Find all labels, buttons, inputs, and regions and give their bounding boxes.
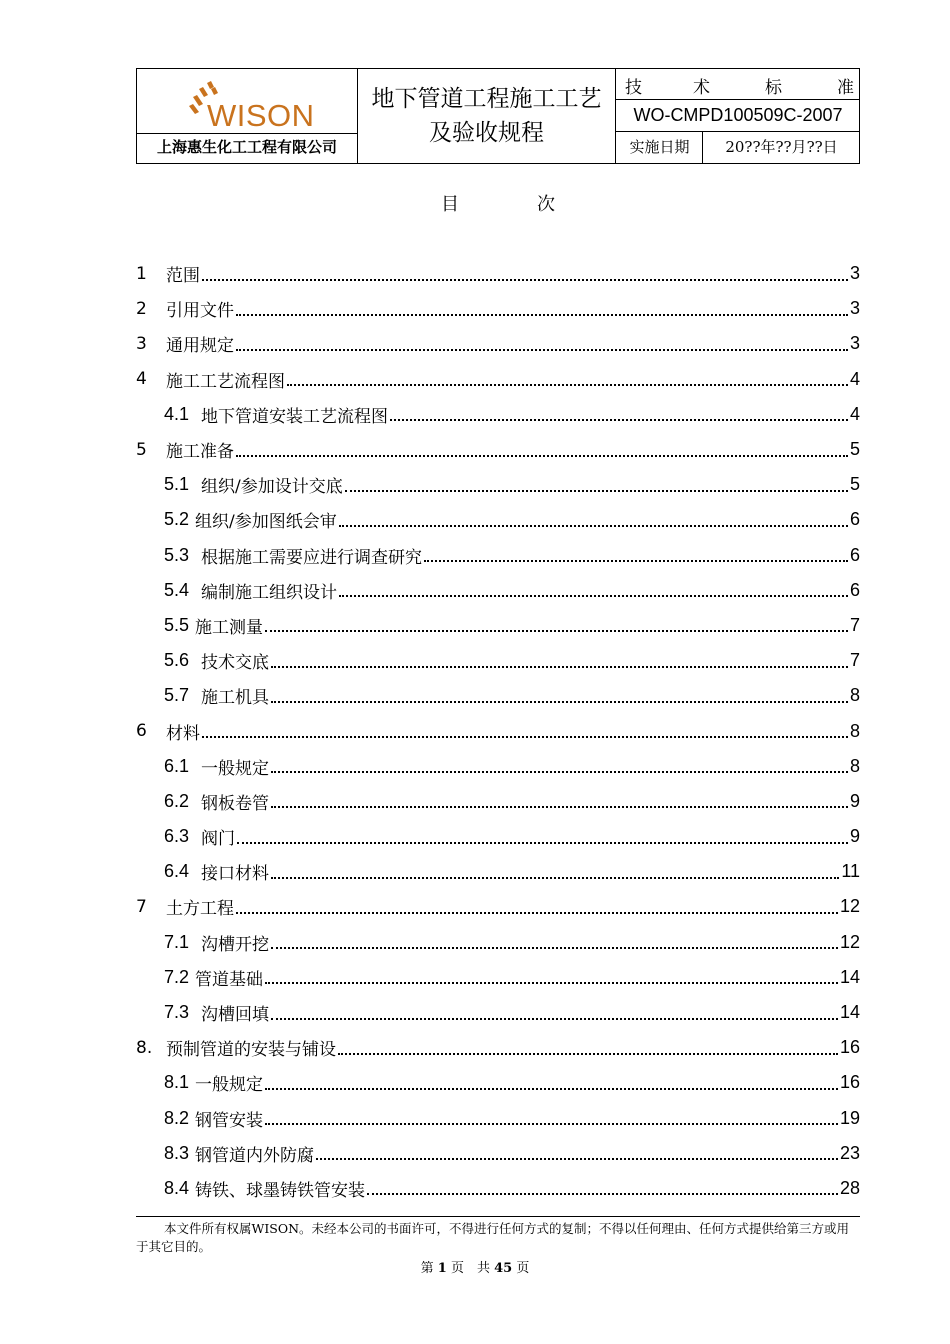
toc-entry-page: 3 [849, 298, 860, 319]
document-title: 地下管道工程施工工艺及验收规程 [371, 86, 602, 146]
table-of-contents [136, 256, 860, 1206]
toc-entry[interactable] [136, 1101, 860, 1136]
toc-entry-number: 8.4 [164, 1177, 190, 1198]
toc-entry-label: 编制施工组织设计 [201, 582, 338, 603]
toc-dot-leader [236, 314, 848, 316]
toc-entry-number: 6.1 [164, 755, 190, 776]
standard-label [617, 71, 857, 98]
toc-entry[interactable] [136, 749, 860, 784]
toc-entry-number: 2 [136, 298, 147, 319]
toc-entry[interactable] [136, 889, 860, 924]
toc-entry-number: 5.7 [164, 685, 190, 706]
standard-code: WO-CMPD100509C-2007 [633, 105, 843, 125]
toc-dot-leader [265, 1088, 838, 1090]
copyright-notice: 本文件所有权属WISON。未经本公司的书面许可，不得进行任何方式的复制；不得以任何理由、任何方式提供给第三方或用于其它目的。 [136, 1221, 850, 1254]
toc-entry-page: 14 [839, 966, 860, 987]
toc-entry[interactable] [136, 362, 860, 397]
toc-entry-page: 6 [849, 509, 860, 530]
toc-entry-number: 5.5 [164, 614, 190, 635]
toc-heading-char: 目 [441, 194, 459, 215]
toc-entry[interactable] [136, 960, 860, 995]
toc-entry[interactable] [136, 256, 860, 291]
toc-entry-label: 引用文件 [166, 301, 234, 322]
toc-entry-number: 6 [136, 721, 147, 742]
toc-entry-number: 8.2 [164, 1107, 190, 1128]
toc-entry-label: 钢管安装 [195, 1110, 264, 1131]
toc-entry-label: 土方工程 [166, 899, 234, 920]
toc-entry-number: 5 [136, 439, 147, 460]
toc-entry[interactable] [136, 925, 860, 960]
toc-entry-page: 7 [849, 650, 860, 671]
toc-entry-page: 19 [839, 1107, 860, 1128]
toc-entry[interactable] [136, 326, 860, 361]
toc-entry-label: 组织/参加图纸会审 [195, 512, 337, 533]
toc-entry-page: 7 [849, 614, 860, 635]
toc-dot-leader [271, 666, 848, 668]
footer-divider [136, 1216, 860, 1217]
toc-entry-label: 阀门 [201, 829, 236, 850]
toc-entry-label: 预制管道的安装与铺设 [166, 1040, 336, 1061]
toc-entry-page: 11 [841, 861, 860, 882]
toc-entry-page: 9 [849, 826, 860, 847]
toc-entry-label: 沟槽开挖 [201, 934, 270, 955]
toc-entry-page: 9 [849, 790, 860, 811]
toc-entry-page: 4 [849, 368, 860, 389]
toc-entry-page: 6 [849, 579, 860, 600]
standard-label-char: 技 [625, 78, 642, 98]
toc-entry-label: 钢板卷管 [201, 793, 270, 814]
toc-entry[interactable] [136, 573, 860, 608]
toc-entry-page: 3 [849, 263, 860, 284]
toc-entry-number: 5.1 [164, 474, 190, 495]
toc-entry-number: 5.4 [164, 579, 190, 600]
toc-entry-label: 范围 [166, 266, 200, 287]
toc-dot-leader [339, 595, 848, 597]
logo-wordmark: WISON [207, 98, 315, 133]
toc-entry-number: 5.2 [164, 509, 190, 530]
toc-dot-leader [265, 630, 848, 632]
toc-entry-page: 3 [849, 333, 860, 354]
toc-entry-page: 5 [849, 439, 860, 460]
standard-label-char: 标 [765, 78, 782, 98]
toc-entry[interactable] [136, 678, 860, 713]
toc-entry-label: 施工工艺流程图 [166, 371, 285, 392]
toc-entry-label: 施工准备 [166, 442, 234, 463]
toc-entry[interactable] [136, 291, 860, 326]
toc-entry-label: 组织/参加设计交底 [201, 477, 343, 498]
toc-entry[interactable] [136, 643, 860, 678]
toc-dot-leader [271, 806, 848, 808]
toc-entry-label: 沟槽回填 [201, 1005, 270, 1026]
toc-entry-label: 铸铁、球墨铸铁管安装 [195, 1180, 366, 1201]
toc-entry[interactable] [136, 854, 860, 889]
toc-entry-page: 4 [849, 403, 860, 424]
page-prefix: 第 [420, 1261, 434, 1276]
toc-dot-leader [338, 1053, 838, 1055]
effective-date-label: 实施日期 [629, 138, 690, 156]
company-name: 上海惠生化工工程有限公司 [156, 138, 337, 156]
toc-entry-number: 6.3 [164, 826, 190, 847]
toc-entry-number: 8. [136, 1037, 153, 1058]
toc-dot-leader [424, 560, 848, 562]
toc-entry-label: 技术交底 [201, 653, 270, 674]
toc-entry-number: 7.3 [164, 1002, 190, 1023]
toc-entry-page: 8 [849, 685, 860, 706]
toc-entry-number: 8.3 [164, 1142, 190, 1163]
page-number [0, 1257, 950, 1276]
toc-dot-leader [271, 877, 839, 879]
toc-dot-leader [339, 525, 848, 527]
toc-entry-number: 6.4 [164, 861, 190, 882]
toc-entry[interactable] [136, 538, 860, 573]
toc-heading [0, 190, 950, 218]
toc-entry[interactable] [136, 432, 860, 467]
standard-label-char: 准 [837, 78, 854, 98]
toc-entry-number: 8.1 [164, 1072, 190, 1093]
toc-entry-page: 14 [839, 1002, 860, 1023]
toc-dot-leader [367, 1193, 838, 1195]
toc-entry-page: 28 [839, 1177, 860, 1198]
toc-entry-page: 12 [839, 931, 860, 952]
toc-entry-label: 一般规定 [201, 758, 270, 779]
toc-entry-number: 4 [136, 369, 147, 390]
toc-entry-number: 1 [136, 263, 147, 284]
toc-entry-page: 16 [839, 1037, 860, 1058]
toc-entry-number: 7.1 [164, 931, 190, 952]
toc-entry-number: 5.6 [164, 650, 190, 671]
toc-dot-leader [316, 1158, 838, 1160]
toc-entry[interactable] [136, 467, 860, 502]
toc-entry-label: 钢管道内外防腐 [195, 1145, 315, 1166]
toc-entry[interactable] [136, 784, 860, 819]
toc-entry-page: 16 [839, 1072, 860, 1093]
toc-entry[interactable] [136, 608, 860, 643]
standard-label-char: 术 [693, 78, 710, 98]
toc-entry-label: 接口材料 [201, 864, 270, 885]
page-mid: 页 共 [450, 1261, 490, 1276]
toc-entry-page: 5 [849, 474, 860, 495]
toc-entry[interactable] [136, 1065, 860, 1100]
toc-entry-number: 5.3 [164, 544, 190, 565]
toc-entry-label: 施工测量 [195, 617, 264, 638]
toc-dot-leader [287, 384, 848, 386]
toc-dot-leader [271, 1018, 838, 1020]
toc-entry-number: 4.1 [164, 403, 190, 424]
toc-entry-label: 一般规定 [195, 1075, 264, 1096]
toc-dot-leader [390, 419, 848, 421]
toc-entry-page: 6 [849, 544, 860, 565]
toc-entry-label: 通用规定 [166, 336, 234, 357]
toc-dot-leader [345, 490, 848, 492]
toc-dot-leader [265, 1123, 838, 1125]
toc-dot-leader [271, 701, 848, 703]
toc-dot-leader [236, 455, 848, 457]
toc-dot-leader [236, 349, 848, 351]
toc-dot-leader [265, 982, 838, 984]
toc-entry-label: 管道基础 [195, 969, 264, 990]
toc-entry[interactable] [136, 1171, 860, 1206]
toc-entry[interactable] [136, 819, 860, 854]
page-current: 1 [437, 1261, 447, 1276]
toc-entry-label: 地下管道安装工艺流程图 [201, 406, 389, 427]
toc-dot-leader [202, 279, 848, 281]
toc-entry-page: 8 [849, 720, 860, 741]
toc-heading-char: 次 [537, 194, 555, 215]
toc-dot-leader [202, 736, 848, 738]
toc-entry-page: 12 [839, 896, 860, 917]
toc-entry-label: 施工机具 [201, 688, 270, 709]
toc-entry[interactable] [136, 713, 860, 748]
document-title-cell [358, 69, 615, 163]
toc-entry-page: 8 [849, 755, 860, 776]
toc-entry[interactable] [136, 397, 860, 432]
toc-entry-number: 6.2 [164, 790, 190, 811]
document-header [136, 68, 860, 164]
company-logo-cell [137, 69, 357, 163]
toc-entry[interactable] [136, 995, 860, 1030]
page-total: 45 [494, 1261, 513, 1276]
toc-dot-leader [236, 912, 838, 914]
header-divider [615, 69, 616, 163]
effective-date-value: 20??年??月??日 [725, 138, 838, 156]
toc-entry-label: 材料 [166, 723, 200, 744]
toc-dot-leader [271, 947, 838, 949]
toc-entry[interactable] [136, 1136, 860, 1171]
toc-entry-number: 7.2 [164, 966, 190, 987]
toc-dot-leader [237, 842, 848, 844]
page-suffix: 页 [516, 1261, 530, 1276]
header-divider [702, 131, 703, 163]
toc-entry[interactable] [136, 1030, 860, 1065]
toc-dot-leader [271, 771, 848, 773]
toc-entry-page: 23 [839, 1142, 860, 1163]
toc-entry-label: 根据施工需要应进行调查研究 [201, 547, 423, 568]
toc-entry-number: 7 [136, 896, 147, 917]
toc-entry-number: 3 [136, 333, 147, 354]
toc-entry[interactable] [136, 502, 860, 537]
